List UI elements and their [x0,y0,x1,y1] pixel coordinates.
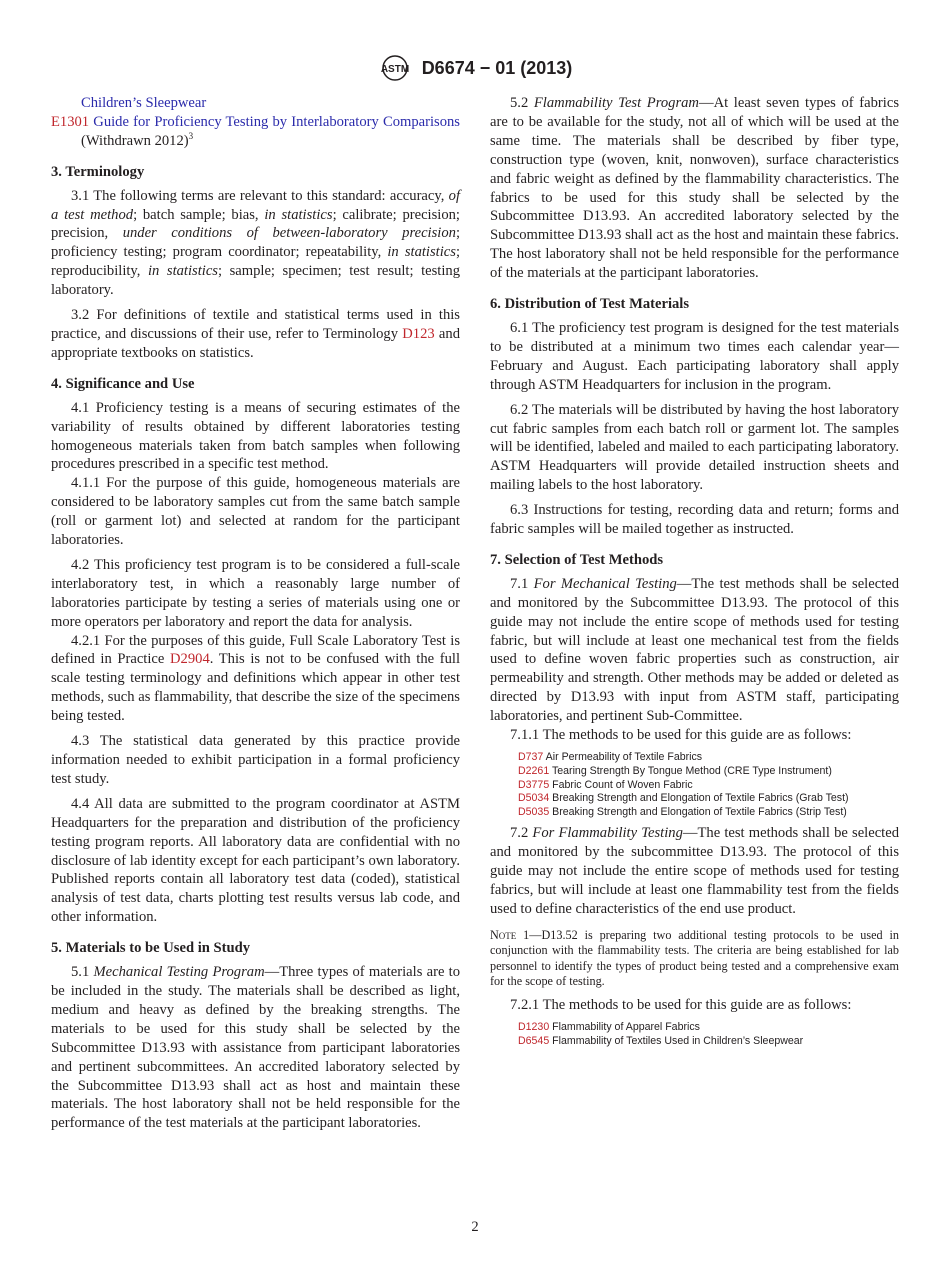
text-run: ; reproducibility, [51,244,460,280]
list-item [518,751,899,765]
text-run: 6.2 The materials will be distributed by having the host laboratory cut fabric samples from each batch roll or garment lot. The samples will be identified, labeled and mailed to each participating laboratory. ASTM Headquarters will provide detailed instruction sheets and mailing labels to the host laboratory. [490,401,899,494]
text-run: Breaking Strength and Elongation of Textile Fabrics (Grab Test) [549,792,849,805]
paragraph [490,319,899,395]
paragraph [51,632,460,727]
text-run: 4.4 All data are submitted to the program coordinator at ASTM Headquarters for the preparation and distribution of the proficiency testing program reports. All laboratory data are confidential with no disclosure of lab identity except for each participant’s own laboratory. Published reports contain all laboratory test data (coded), statistical analysis of test data, charts plotting test results versus lab code, and other information. [51,795,460,926]
section-heading [490,295,899,314]
text-run: 4. Significance and Use [51,375,195,392]
text-run: 4.2 This proficiency test program is to be considered a full-scale interlaboratory test, in which a reasonably large number of laboratories participate by testing a series of materials using one or more operators per laboratory and report the data for analysis. [51,556,460,630]
list-item [518,806,899,820]
standard-link[interactable]: E1301 [51,113,90,130]
text-run: in statistics [387,244,456,261]
standard-link[interactable]: D5034 [518,792,550,805]
text-run: 3.2 For definitions of textile and statistical terms used in this practice, and discussions of their use, refer to Terminology [51,307,460,342]
list-item [518,779,899,793]
standard-link[interactable]: D3775 [518,778,550,791]
text-run: For Mechanical Testing [533,575,677,592]
standard-link[interactable]: D737 [518,751,544,763]
text-run: —The test methods shall be selected and monitored by the subcommittee D13.93. The protocol of this guide may not include the entire scope of methods used for testing fabrics, but will include at least one flammability test from the fields used to define characteristics of the end use product. [490,824,900,917]
standard-title-link[interactable]: Guide for Proficiency Testing by Interlaboratory Comparisons [89,113,460,130]
text-run: Breaking Strength and Elongation of Textile Fabrics (Strip Test) [549,806,847,819]
section-heading [51,375,460,394]
paragraph [51,306,460,363]
text-run: Air Permeability of Textile Fabrics [543,751,703,763]
standard-title-link[interactable]: Children’s Sleepwear [81,95,207,111]
section-heading [51,939,460,958]
paragraph [490,94,899,283]
text-run: ; proficiency testing; program coordinator; repeatability, [51,225,460,261]
text-run: —The test methods shall be selected and monitored by the Subcommittee D13.93. The protocol of this guide may not include the entire scope of methods used for testing fabric, but will include at least one mechanical test from the fields used to define woven fabric properties such as construction, air permeability and strength. Other methods may be added or deleted as directed by D13.93 with input from ASTM staff, participating laboratories, and pertinent Sub-Committee. [490,575,900,725]
text-run: ; batch sample; bias, [133,206,265,223]
section-heading [51,163,460,182]
text-run: 1—D13.52 is preparing two additional testing protocols to be used in conjunction with the flammability tests. The criteria are being established for lab personnel to identify the types of product being tested and a comprehensive exam for the scope of testing. [490,927,899,989]
text-run: 5. Materials to be Used in Study [51,940,251,957]
paragraph [51,795,460,927]
left-column [51,94,460,1133]
text-run: Mechanical Testing Program [93,964,265,981]
text-run: Tearing Strength By Tongue Method (CRE Type Instrument) [549,764,832,777]
paragraph [51,399,460,475]
text-run: Flammability of Textiles Used in Children’s Sleepwear [549,1034,804,1047]
text-run: —At least seven types of fabrics are to be available for the study, not all of which will be used at the same time. The materials shall be described by fiber type, construction type (woven, knit, nonwoven), surface characteristics and fabric weight as defined by the flammability characteristics. The fabrics to be used for this study shall be selected by the Subcommittee D13.93. An accredited laboratory selected by the Subcommittee D13.93 shall act as the host and maintain these fabrics. The host laboratory shall not be held responsible for the performance of the materials at the participant laboratories. [490,95,899,282]
text-run: 3. Terminology [51,163,145,180]
paragraph [490,824,899,919]
text-run: 6.1 The proficiency test program is designed for the test materials to be distributed at a minimum two times each calendar year—February and August. Each participating laboratory shall apply through ASTM Headquarters for inclusion in the program. [490,319,899,393]
text-run: For Flammability Testing [532,824,683,841]
standard-link[interactable]: D2261 [518,764,550,777]
paragraph [51,556,460,632]
svg-text:ASTM: ASTM [380,64,409,75]
paragraph [51,732,460,789]
reference-entry [51,94,460,113]
paragraph [490,401,899,496]
text-run: and appropriate textbooks on statistics. [51,325,460,361]
text-run: in statistics [264,206,333,223]
paragraph [490,726,899,745]
text-run: Flammability of Apparel Fabrics [549,1020,700,1033]
method-list [518,751,899,820]
text-run: 6.3 Instructions for testing, recording data and return; forms and fabric samples will be mailed together as instructed. [490,502,899,538]
text-run: ; calibrate; precision; precision, [51,206,460,242]
text-run: of a test method [51,187,460,223]
paragraph [51,187,460,300]
text-run: 4.1.1 For the purpose of this guide, homogeneous materials are considered to be laboratory samples cut from the same batch sample (roll or garment lot) and selected at random for the participant laboratories. [51,475,460,549]
text-run: 4.1 Proficiency testing is a means of securing estimates of the variability of results obtained by different laboratories testing homogeneous materials taken from batch samples when following procedures prescribed in a specific test method. [51,399,460,473]
paragraph [490,996,899,1015]
standard-link[interactable]: D2904 [170,651,210,668]
text-run: in statistics [147,263,218,280]
text-run: 4.3 The statistical data generated by this practice provide information needed to exhibit participation in a formal proficiency test study. [51,733,460,787]
text-run: —Three types of materials are to be included in the study. The materials shall be described as light, medium and heavy as defined by the breaking strengths. The materials to be used for this study shall be selected by the Subcommittee D13.93 with assistance from participant laboratories and pertinent subcommittees. An accredited laboratory selected by the Subcommittee D13.93 shall act as host and maintain these materials. The host laboratory shall not be held responsible for the performance of the test materials at the participant laboratories. [51,964,461,1132]
text-run: 4.2.1 For the purposes of this guide, Full Scale Laboratory Test is defined in Practice [51,632,460,668]
text-run: under conditions of between-laboratory precision [122,225,456,242]
text-run: ; sample; specimen; test result; testing laboratory. [51,263,461,299]
page-header [0,54,950,82]
right-column [490,94,899,1052]
reference-entry [51,113,460,151]
list-item [518,792,899,806]
list-item [518,1021,899,1035]
list-item [518,1035,899,1049]
standard-link[interactable]: D5035 [518,806,550,819]
paragraph [51,963,460,1133]
standard-link[interactable]: D1230 [518,1020,550,1033]
list-item [518,765,899,779]
footnote-marker: 3 [188,130,194,141]
text-run: 7.1.1 The methods to be used for this guide are as follows: [510,727,852,744]
text-run: 5.1 [71,964,94,981]
document-id: D6674 − 01 (2013) [421,57,573,78]
text-run: Fabric Count of Woven Fabric [549,778,693,791]
paragraph [490,501,899,539]
text-run: 7. Selection of Test Methods [490,551,664,568]
text-run: 5.2 [510,95,534,111]
text-run: 7.1 [510,575,534,592]
text-run: Note [490,927,517,942]
paragraph [490,575,899,726]
note [490,928,899,990]
method-list [518,1021,899,1049]
text-run: 7.2.1 The methods to be used for this guide are as follows: [510,996,852,1013]
text-run: Flammability Test Program [533,95,699,111]
text-run: (Withdrawn 2012) [81,132,189,149]
section-heading [490,551,899,570]
text-run: 3.1 The following terms are relevant to this standard: accuracy, [71,187,449,204]
paragraph [51,474,460,550]
text-run: 7.2 [510,824,533,841]
text-run: 6. Distribution of Test Materials [490,296,690,313]
page-number: 2 [471,1219,479,1235]
standard-link[interactable]: D123 [402,325,435,342]
standard-link[interactable]: D6545 [518,1034,550,1047]
text-run: . This is not to be confused with the full scale testing terminology and definitions which appear in other test methods, such as flammability, that describe the size of the specimens being tested. [51,651,460,725]
astm-logo-icon [378,54,412,82]
